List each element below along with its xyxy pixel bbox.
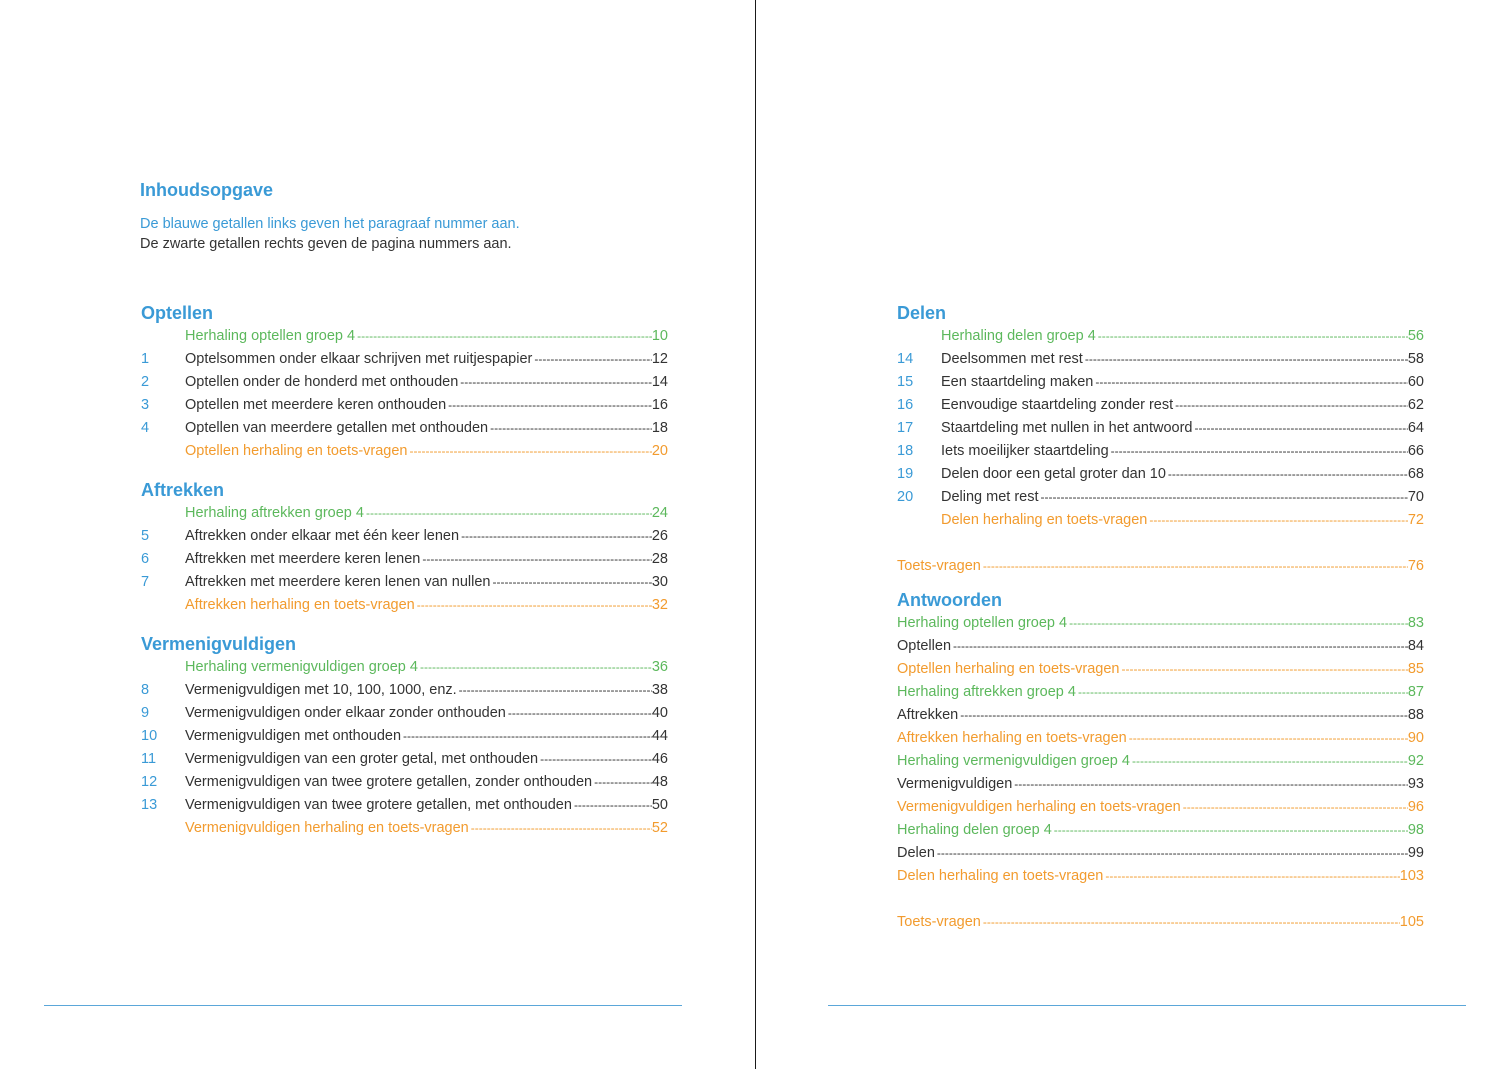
- entry-title: Optellen van meerdere getallen met onthouden: [185, 420, 489, 436]
- toc-entry: [141, 594, 668, 617]
- page-number: 30: [651, 574, 668, 590]
- page-number: 26: [651, 528, 668, 544]
- dot-leader: [1175, 394, 1408, 417]
- section-spacer: [897, 888, 1424, 911]
- page-number: 14: [651, 374, 668, 390]
- footer-rule: [828, 1005, 1466, 1006]
- toc-entry: [897, 704, 1424, 727]
- paragraph-number: 10: [141, 728, 158, 744]
- entry-title: Optellen herhaling en toets-vragen: [897, 661, 1120, 677]
- toc-entry: [897, 509, 1424, 532]
- page-number: 96: [1407, 799, 1424, 815]
- toc-entry: [897, 417, 1424, 440]
- dot-leader: [1041, 486, 1408, 509]
- entry-title: Staartdeling met nullen in het antwoord: [941, 420, 1193, 436]
- entry-title: Iets moeilijker staartdeling: [941, 443, 1109, 459]
- entry-title: Aftrekken herhaling en toets-vragen: [185, 597, 415, 613]
- paragraph-number: 20: [897, 489, 914, 505]
- intro-page-number-note: De zwarte getallen rechts geven de pagina nummers aan.: [140, 236, 512, 252]
- right-page: [756, 0, 1511, 1069]
- paragraph-number: 3: [141, 397, 150, 413]
- toc-entry: [897, 440, 1424, 463]
- entry-title: Optellen met meerdere keren onthouden: [185, 397, 447, 413]
- entry-title: Aftrekken met meerdere keren lenen: [185, 551, 421, 567]
- toc-entry: [897, 681, 1424, 704]
- toc-left-column: [141, 301, 668, 840]
- toc-entry: [897, 911, 1424, 934]
- page-number: 88: [1407, 707, 1424, 723]
- page-number: 62: [1407, 397, 1424, 413]
- toc-entry: [897, 612, 1424, 635]
- toc-entry: [897, 486, 1424, 509]
- entry-title: Vermenigvuldigen herhaling en toets-vragen: [185, 820, 469, 836]
- entry-title: Herhaling aftrekken groep 4: [185, 505, 364, 521]
- toc-entry: [141, 440, 668, 463]
- page-number: 56: [1407, 328, 1424, 344]
- dot-leader: [1098, 325, 1408, 348]
- dot-leader: [1111, 440, 1408, 463]
- page-number: 24: [651, 505, 668, 521]
- paragraph-number: 2: [141, 374, 150, 390]
- dot-leader: [1069, 612, 1408, 635]
- page-number: 16: [651, 397, 668, 413]
- paragraph-number: 7: [141, 574, 150, 590]
- page-number: 70: [1407, 489, 1424, 505]
- dot-leader: [1095, 371, 1408, 394]
- section-spacer: [897, 532, 1424, 555]
- entry-title: Toets-vragen: [897, 558, 981, 574]
- page-number: 68: [1407, 466, 1424, 482]
- section-spacer: [141, 463, 668, 478]
- toc-entry: [897, 796, 1424, 819]
- page-number: 98: [1407, 822, 1424, 838]
- footer-rule: [44, 1005, 682, 1006]
- section-spacer: [141, 617, 668, 632]
- page-number: 28: [651, 551, 668, 567]
- dot-leader: [366, 502, 652, 525]
- dot-leader: [1054, 819, 1408, 842]
- dot-leader: [1085, 348, 1408, 371]
- toc-entry: [141, 679, 668, 702]
- entry-title: Herhaling optellen groep 4: [897, 615, 1068, 631]
- entry-title: Aftrekken met meerdere keren lenen van nullen: [185, 574, 491, 590]
- toc-entry: [141, 525, 668, 548]
- dot-leader: [459, 679, 652, 702]
- entry-title: Herhaling vermenigvuldigen groep 4: [897, 753, 1130, 769]
- toc-entry: [141, 748, 668, 771]
- toc-entry: [897, 555, 1424, 578]
- entry-title: Deling met rest: [941, 489, 1039, 505]
- page-number: 60: [1407, 374, 1424, 390]
- page-number: 64: [1407, 420, 1424, 436]
- toc-title: Inhoudsopgave: [140, 180, 274, 200]
- toc-entry: [141, 417, 668, 440]
- page-number: 76: [1407, 558, 1424, 574]
- entry-title: Vermenigvuldigen van een groter getal, met onthouden: [185, 751, 539, 767]
- toc-entry: [897, 842, 1424, 865]
- page-number: 50: [651, 797, 668, 813]
- dot-leader: [937, 842, 1408, 865]
- page-number: 38: [651, 682, 668, 698]
- entry-title: Optelsommen onder elkaar schrijven met ruitjespapier: [185, 351, 533, 367]
- dot-leader: [403, 725, 652, 748]
- page-number: 103: [1399, 868, 1424, 884]
- entry-title: Delen herhaling en toets-vragen: [897, 868, 1104, 884]
- toc-entry: [141, 548, 668, 571]
- page-number: 83: [1407, 615, 1424, 631]
- paragraph-number: 5: [141, 528, 150, 544]
- page-number: 92: [1407, 753, 1424, 769]
- entry-title: Deelsommen met rest: [941, 351, 1083, 367]
- toc-entry: [141, 794, 668, 817]
- toc-right-column: [897, 301, 1424, 934]
- paragraph-number: 16: [897, 397, 914, 413]
- dot-leader: [1149, 509, 1408, 532]
- entry-title: Herhaling aftrekken groep 4: [897, 684, 1076, 700]
- page-number: 105: [1399, 914, 1424, 930]
- section-heading: Antwoorden: [897, 590, 1002, 610]
- paragraph-number: 4: [141, 420, 150, 436]
- dot-leader: [422, 548, 652, 571]
- toc-entry: [897, 865, 1424, 888]
- paragraph-number: 13: [141, 797, 158, 813]
- paragraph-number: 8: [141, 682, 150, 698]
- dot-leader: [1129, 727, 1408, 750]
- section-heading: Delen: [897, 303, 947, 323]
- entry-title: Herhaling delen groep 4: [897, 822, 1052, 838]
- toc-entry: [141, 817, 668, 840]
- dot-leader: [1078, 681, 1408, 704]
- dot-leader: [508, 702, 652, 725]
- dot-leader: [460, 371, 652, 394]
- page-number: 10: [651, 328, 668, 344]
- entry-title: Vermenigvuldigen met onthouden: [185, 728, 402, 744]
- toc-entry: [897, 325, 1424, 348]
- dot-leader: [983, 911, 1400, 934]
- entry-title: Vermenigvuldigen herhaling en toets-vragen: [897, 799, 1181, 815]
- left-page: [0, 0, 755, 1069]
- entry-title: Vermenigvuldigen onder elkaar zonder onthouden: [185, 705, 506, 721]
- dot-leader: [409, 440, 651, 463]
- entry-title: Vermenigvuldigen van twee grotere getallen, met onthouden: [185, 797, 572, 813]
- page-number: 58: [1407, 351, 1424, 367]
- dot-leader: [1183, 796, 1408, 819]
- dot-leader: [461, 525, 652, 548]
- dot-leader: [540, 748, 652, 771]
- intro-paragraph-number-note: De blauwe getallen links geven het paragraaf nummer aan.: [140, 216, 520, 232]
- page-number: 93: [1407, 776, 1424, 792]
- paragraph-number: 18: [897, 443, 914, 459]
- entry-title: Delen: [897, 845, 935, 861]
- toc-entry: [141, 771, 668, 794]
- toc-entry: [897, 635, 1424, 658]
- dot-leader: [492, 571, 651, 594]
- page-number: 18: [651, 420, 668, 436]
- section-heading: Optellen: [141, 303, 214, 323]
- page-number: 99: [1407, 845, 1424, 861]
- page-number: 12: [651, 351, 668, 367]
- paragraph-number: 9: [141, 705, 150, 721]
- entry-title: Toets-vragen: [897, 914, 981, 930]
- toc-entry: [897, 463, 1424, 486]
- dot-leader: [1014, 773, 1408, 796]
- toc-entry: [141, 702, 668, 725]
- page-number: 36: [651, 659, 668, 675]
- toc-entry: [141, 371, 668, 394]
- section-spacer: [897, 578, 1424, 588]
- dot-leader: [490, 417, 652, 440]
- dot-leader: [960, 704, 1408, 727]
- toc-entry: [141, 656, 668, 679]
- page-number: 72: [1407, 512, 1424, 528]
- entry-title: Herhaling delen groep 4: [941, 328, 1096, 344]
- entry-title: Een staartdeling maken: [941, 374, 1094, 390]
- page-number: 32: [651, 597, 668, 613]
- dot-leader: [357, 325, 652, 348]
- page-number: 48: [651, 774, 668, 790]
- page-number: 20: [651, 443, 668, 459]
- dot-leader: [1168, 463, 1408, 486]
- paragraph-number: 6: [141, 551, 150, 567]
- toc-entry: [141, 502, 668, 525]
- page-number: 85: [1407, 661, 1424, 677]
- dot-leader: [594, 771, 652, 794]
- toc-entry: [897, 348, 1424, 371]
- page-number: 87: [1407, 684, 1424, 700]
- entry-title: Delen door een getal groter dan 10: [941, 466, 1166, 482]
- page-number: 44: [651, 728, 668, 744]
- page-number: 40: [651, 705, 668, 721]
- entry-title: Herhaling vermenigvuldigen groep 4: [185, 659, 418, 675]
- toc-entry: [897, 819, 1424, 842]
- paragraph-number: 1: [141, 351, 150, 367]
- toc-entry: [141, 348, 668, 371]
- dot-leader: [1132, 750, 1408, 773]
- page-number: 66: [1407, 443, 1424, 459]
- paragraph-number: 14: [897, 351, 914, 367]
- entry-title: Aftrekken herhaling en toets-vragen: [897, 730, 1127, 746]
- dot-leader: [983, 555, 1408, 578]
- section-heading: Vermenigvuldigen: [141, 634, 297, 654]
- dot-leader: [448, 394, 652, 417]
- toc-entry: [141, 571, 668, 594]
- page-number: 90: [1407, 730, 1424, 746]
- toc-entry: [897, 750, 1424, 773]
- dot-leader: [953, 635, 1408, 658]
- entry-title: Aftrekken onder elkaar met één keer lenen: [185, 528, 460, 544]
- dot-leader: [534, 348, 652, 371]
- dot-leader: [1195, 417, 1408, 440]
- dot-leader: [417, 594, 652, 617]
- toc-entry: [897, 727, 1424, 750]
- page-number: 84: [1407, 638, 1424, 654]
- toc-entry: [141, 325, 668, 348]
- paragraph-number: 11: [141, 751, 157, 767]
- page-number: 52: [651, 820, 668, 836]
- entry-title: Optellen: [897, 638, 952, 654]
- entry-title: Vermenigvuldigen met 10, 100, 1000, enz.: [185, 682, 457, 698]
- dot-leader: [574, 794, 652, 817]
- entry-title: Aftrekken: [897, 707, 959, 723]
- paragraph-number: 12: [141, 774, 158, 790]
- dot-leader: [1121, 658, 1407, 681]
- paragraph-number: 15: [897, 374, 914, 390]
- paragraph-number: 17: [897, 420, 914, 436]
- toc-entry: [897, 658, 1424, 681]
- toc-entry: [141, 394, 668, 417]
- section-heading: Aftrekken: [141, 480, 225, 500]
- toc-entry: [897, 371, 1424, 394]
- toc-entry: [897, 773, 1424, 796]
- toc-entry: [141, 725, 668, 748]
- entry-title: Optellen herhaling en toets-vragen: [185, 443, 408, 459]
- paragraph-number: 19: [897, 466, 914, 482]
- entry-title: Herhaling optellen groep 4: [185, 328, 356, 344]
- entry-title: Vermenigvuldigen: [897, 776, 1013, 792]
- entry-title: Delen herhaling en toets-vragen: [941, 512, 1148, 528]
- entry-title: Eenvoudige staartdeling zonder rest: [941, 397, 1174, 413]
- dot-leader: [471, 817, 652, 840]
- entry-title: Optellen onder de honderd met onthouden: [185, 374, 459, 390]
- toc-entry: [897, 394, 1424, 417]
- dot-leader: [1105, 865, 1399, 888]
- entry-title: Vermenigvuldigen van twee grotere getallen, zonder onthouden: [185, 774, 593, 790]
- page-number: 46: [651, 751, 668, 767]
- dot-leader: [420, 656, 652, 679]
